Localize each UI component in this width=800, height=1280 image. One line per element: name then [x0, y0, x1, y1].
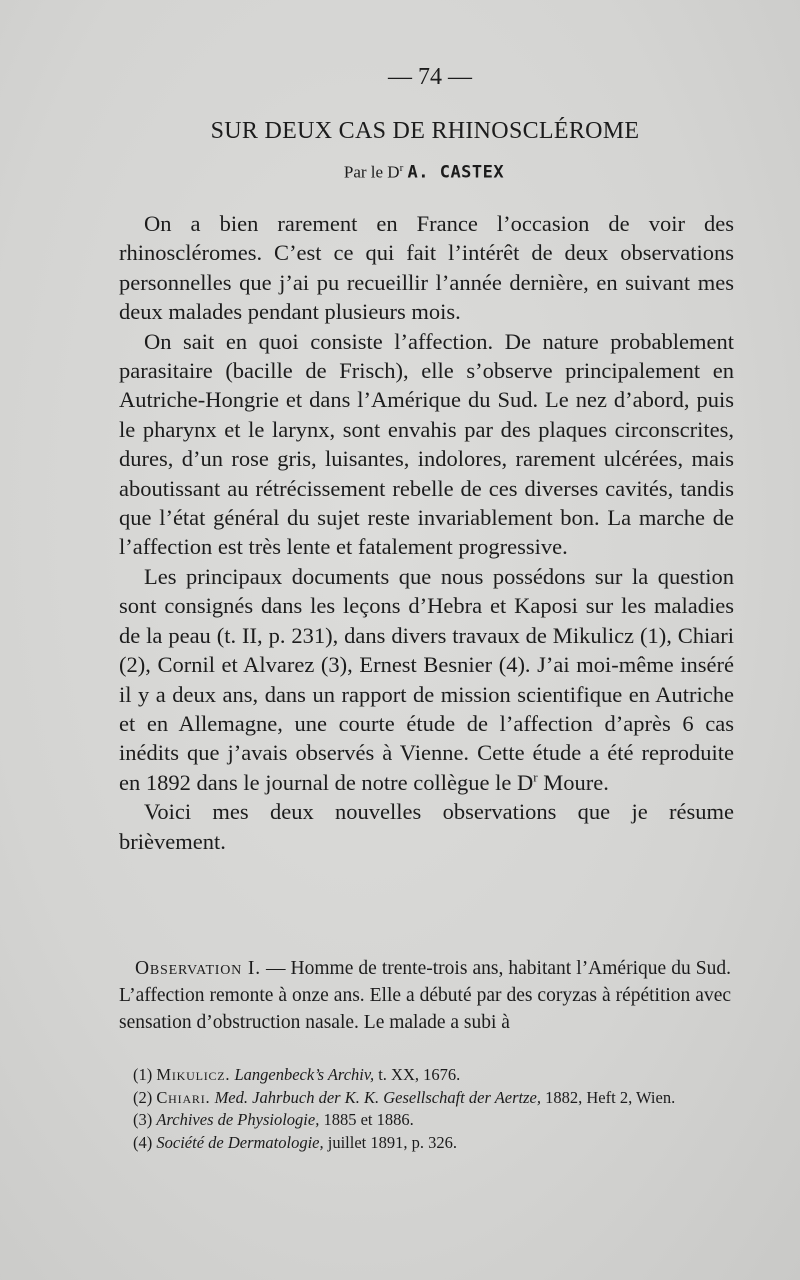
article-body	[119, 209, 734, 856]
footnote-rest: 1882, Heft 2, Wien.	[541, 1087, 676, 1107]
byline-prefix-sup: r	[399, 162, 404, 174]
paragraph-3	[119, 562, 734, 797]
footnote	[119, 1109, 731, 1132]
footnote-rest: 1885 et 1886.	[319, 1110, 414, 1129]
footnotes	[119, 1064, 731, 1154]
footnote-work: Med. Jahrbuch der K. K. Gesellschaft der Aertze,	[214, 1087, 541, 1107]
page-number: — 74 —	[388, 64, 472, 90]
footnote-rest: juillet 1891, p. 326.	[323, 1132, 457, 1152]
footnote-number: (1)	[133, 1065, 153, 1084]
footnote-work: Langenbeck’s Archiv,	[234, 1065, 375, 1084]
footnote	[119, 1087, 731, 1110]
paragraph-2: On sait en quoi consiste l’affection. De nature probablement parasitaire (bacille de Frisch), elle s’observe principalement en Autriche-Hongrie et dans l’Amérique du Sud. Le nez d’abord, puis le pharynx et le larynx, sont envahis par des plaques circonscrites, dures, d’un rose gris, luisantes, indolores, rarement ulcérées, mais aboutissant au rétrécissement rebelle de ces diverses cavités, tandis que l’état général du sujet reste invariablement bon. La marche de l’affection est très lente et fatalement progressive.	[119, 328, 734, 560]
paragraph-3-text: Les principaux documents que nous possédons sur la question sont consignés dans les leçons d’Hebra et Kaposi sur les maladies de la peau (t. II, p. 231), dans divers travaux de Mikulicz (1), Chiari (2), Cornil et Alvarez (3), Ernest Besnier (4). J’ai moi-même inséré il y a deux ans, dans un rapport de mission scientifique en Autriche et en Allemagne, une courte étude de l’affection d’après 6 cas inédits que j’avais observés à Vienne. Cette étude a été reproduite en 1892 dans le journal de notre collègue le D	[119, 563, 734, 795]
paragraph-4: Voici mes deux nouvelles observations que je résume brièvement.	[119, 799, 734, 854]
footnote-author: Mikulicz.	[156, 1065, 231, 1084]
paragraph-3-end: Moure.	[537, 769, 609, 795]
article-title: SUR DEUX CAS DE RHINOSCLÉROME	[210, 118, 640, 144]
footnote-work: Archives de Physiologie,	[156, 1110, 320, 1129]
footnote-number: (4)	[133, 1132, 153, 1152]
observation-paragraph	[119, 955, 731, 1036]
footnote-number: (2)	[133, 1087, 153, 1107]
paragraph-3-sup: r	[533, 769, 538, 785]
footnote	[119, 1132, 731, 1155]
observation-section	[119, 955, 731, 1036]
footnote-rest: t. XX, 1676.	[374, 1065, 461, 1084]
byline	[0, 162, 800, 183]
footnote-work: Société de Dermatologie,	[156, 1132, 324, 1152]
footnote	[119, 1064, 731, 1087]
paragraph-1: On a bien rarement en France l’occasion de voir des rhinoscléromes. C’est ce qui fait l’intérêt de deux observations personnelles que j’ai pu recueillir l’année dernière, en suivant mes deux malades pendant plusieurs mois.	[119, 211, 734, 325]
author-name: A. CASTEX	[407, 162, 505, 183]
observation-text: — Homme de trente-trois ans, habitant l’Amérique du Sud. L’affection remonte à onze ans. Elle a débuté par des coryzas à répétition avec sensation d’obstruction nasale. Le malade a subi à	[119, 958, 731, 1033]
footnote-author: Chiari.	[156, 1087, 211, 1107]
footnote-number: (3)	[133, 1110, 153, 1129]
byline-prefix: Par le D	[343, 162, 400, 182]
observation-label: Observation I.	[135, 958, 261, 979]
